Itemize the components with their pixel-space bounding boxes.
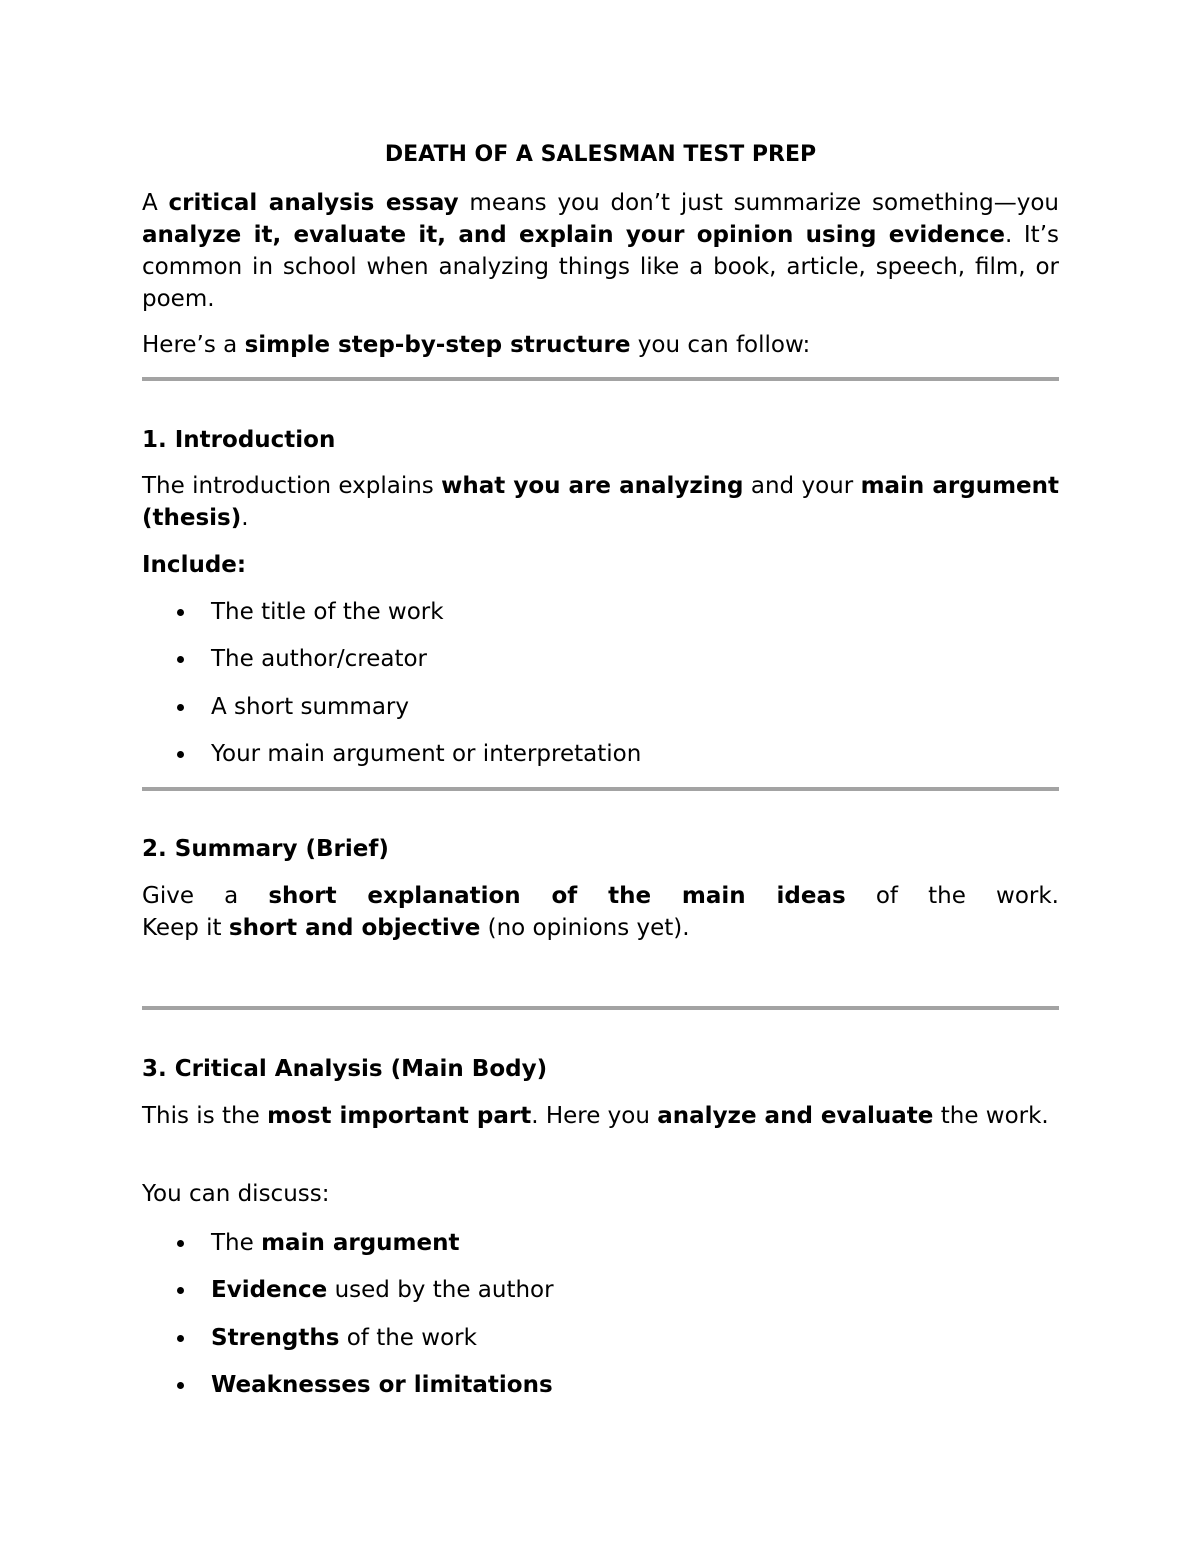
analysis-paragraph xyxy=(142,1100,1059,1132)
list-item xyxy=(142,1227,1059,1274)
list-item-bold: Evidence xyxy=(211,1277,328,1304)
include-label: Include: xyxy=(142,552,247,578)
bullet-icon xyxy=(177,1240,184,1247)
summary-text: Give a xyxy=(142,883,269,909)
section-heading-summary: 2. Summary (Brief) xyxy=(142,836,389,862)
horizontal-rule xyxy=(142,1006,1059,1010)
intro-text: A xyxy=(142,190,169,216)
list-item xyxy=(142,1322,1059,1369)
section-heading-introduction: 1. Introduction xyxy=(142,427,336,453)
list-item xyxy=(142,691,1059,738)
summary-text: (no opinions yet). xyxy=(480,915,690,941)
list-item-bold: Strengths xyxy=(211,1324,340,1351)
list-item-text: Your main argument or interpretation xyxy=(211,740,642,767)
list-item-text: A short summary xyxy=(211,693,409,720)
summary-paragraph-2 xyxy=(142,912,1059,944)
list-item xyxy=(142,1274,1059,1321)
analysis-text: . Here you xyxy=(531,1103,658,1129)
intro-paragraph xyxy=(142,187,1059,315)
intro-text: . It’s common in school when analyzing things like a book, article, speech, film, or poem. xyxy=(142,222,1059,312)
list-item xyxy=(142,596,1059,643)
summary-bold: short explanation of the main ideas xyxy=(268,883,846,909)
introduction-text: and your xyxy=(743,473,861,499)
summary-bold: short and objective xyxy=(228,915,481,941)
list-item-bold: main argument xyxy=(261,1230,460,1256)
bullet-icon xyxy=(177,751,184,758)
structure-paragraph xyxy=(142,329,1059,361)
intro-text: means you don’t just summarize something—you xyxy=(458,190,1059,216)
bullet-icon xyxy=(177,1335,184,1342)
introduction-text: The introduction explains xyxy=(142,473,442,499)
introduction-paragraph xyxy=(142,470,1059,534)
analysis-text: This is the xyxy=(142,1103,268,1129)
list-item-text: The xyxy=(211,1230,262,1256)
introduction-text: . xyxy=(241,505,249,531)
introduction-bold: main argument (thesis) xyxy=(142,473,1059,531)
discuss-label: You can discuss: xyxy=(142,1181,330,1207)
horizontal-rule xyxy=(142,377,1059,381)
list-item-text: of the work xyxy=(339,1324,477,1351)
bullet-icon xyxy=(177,609,184,616)
list-item-text: The title of the work xyxy=(211,599,444,625)
analysis-bold: most important part xyxy=(267,1103,532,1129)
bullet-icon xyxy=(177,1382,184,1389)
list-item-text: The author/creator xyxy=(211,646,428,673)
document-title: DEATH OF A SALESMAN TEST PREP xyxy=(384,142,817,167)
list-item xyxy=(142,738,1059,785)
bullet-icon xyxy=(177,1287,184,1294)
bullet-icon xyxy=(177,656,184,663)
section-heading-critical-analysis: 3. Critical Analysis (Main Body) xyxy=(142,1056,548,1082)
summary-text: of the work. xyxy=(845,883,1059,909)
analysis-bold: analyze and evaluate xyxy=(657,1103,934,1129)
analysis-text: the work. xyxy=(933,1103,1049,1129)
list-item-bold: Weaknesses or limitations xyxy=(211,1371,553,1398)
introduction-bold: what you are analyzing xyxy=(441,473,744,499)
horizontal-rule xyxy=(142,787,1059,791)
structure-bold: simple step-by-step structure xyxy=(244,332,631,358)
summary-text: Keep it xyxy=(142,915,229,941)
structure-text: Here’s a xyxy=(142,332,245,358)
list-item-text: used by the author xyxy=(327,1277,554,1304)
discuss-list xyxy=(142,1227,1059,1416)
bullet-icon xyxy=(177,704,184,711)
intro-bold: critical analysis essay xyxy=(168,190,459,216)
list-item xyxy=(142,1369,1059,1416)
structure-text: you can follow: xyxy=(630,332,811,358)
include-list xyxy=(142,596,1059,785)
list-item xyxy=(142,643,1059,690)
intro-bold: analyze it, evaluate it, and explain your opinion using evidence xyxy=(142,222,1005,248)
